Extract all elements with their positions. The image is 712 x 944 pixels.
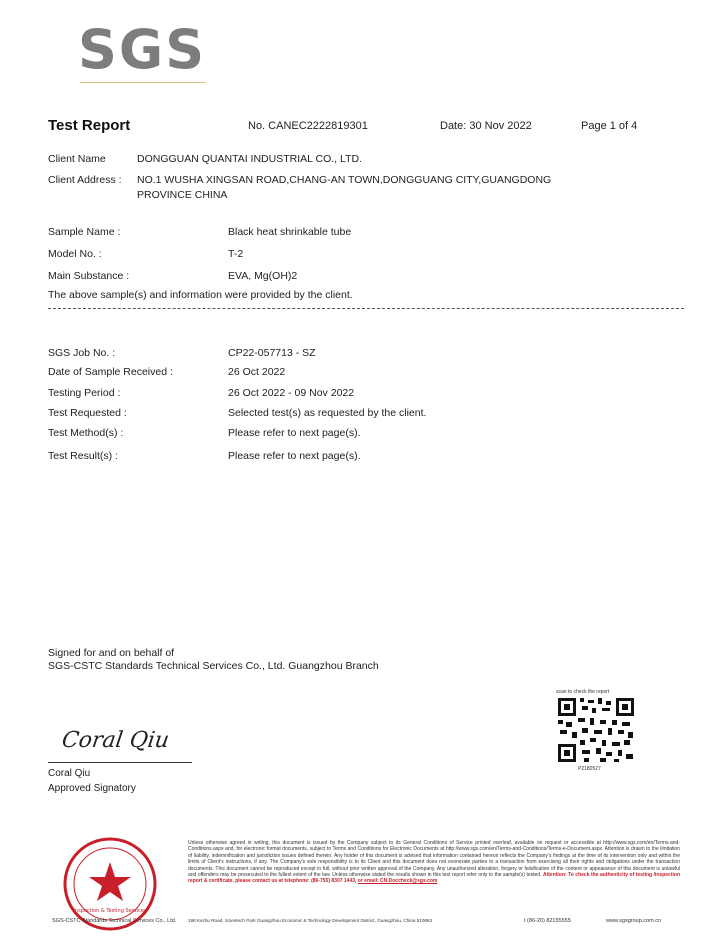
footer-phone: t (86-20) 82155555 [524,918,571,924]
sample-note: The above sample(s) and information were provided by the client. [48,289,353,301]
job-no-value: CP22-057713 - SZ [228,347,316,359]
testing-period-label: Testing Period : [48,387,121,399]
doccheck-email-link[interactable]: or email: CN.Doccheck@sgs.com [357,878,438,885]
test-method-label: Test Method(s) : [48,427,124,439]
terms-fineprint [188,840,680,885]
footer-address: 198 Kezhu Road, Scientech Park Guangzhou Economic & Technology Development District, Guangzhou, China 510663 [188,918,433,923]
test-requested-label: Test Requested : [48,407,127,419]
test-method-value: Please refer to next page(s). [228,427,361,439]
sample-name-value: Black heat shrinkable tube [228,226,352,238]
logo-rule [80,82,206,83]
client-address-label: Client Address : [48,174,122,186]
signer-name: Coral Qiu [48,768,91,779]
client-name-label: Client Name [48,153,106,165]
signature-line [48,762,192,763]
svg-text:Inspection & Testing Services: Inspection & Testing Services [73,908,147,914]
main-substance-label: Main Substance : [48,270,130,282]
qr-caption: scan to check the report [556,689,610,695]
testing-period-value: 26 Oct 2022 - 09 Nov 2022 [228,387,355,399]
main-substance-value: EVA, Mg(OH)2 [228,270,298,282]
client-address-line2: PROVINCE CHINA [137,189,228,201]
sample-name-label: Sample Name : [48,226,121,238]
client-name-value: DONGGUAN QUANTAI INDUSTRIAL CO., LTD. [137,153,362,165]
page-number: Page 1 of 4 [581,120,638,132]
terms-body: Unless otherwise agreed in writing, this document is issued by the Company subject to its General Conditions of Service printed overleaf, available on request or accessible at http://www.sgs.com/en/Terms-and-Conditions.aspx and, for electronic format documents, subject to Terms and Conditions for Electronic Documents at http://www.sgs.com/en/Terms-and-Conditions/Terms-e-Document.aspx. Attention is drawn to the limitation of liability, indemnification and jurisdiction issues defined therein. Any holder of this document is advised that information contained hereon reflects the Company's findings at the time of its intervention only and within the limits of Client's instructions, if any. The Company's sole responsibility is to its Client and this document does not exonerate parties to a transaction from exercising all their rights and obligations under the transaction documents. This document cannot be reproduced except in full, without prior written approval of the Company. Any unauthorized alteration, forgery or falsification of the content or appearance of this document is unlawful and offenders may be prosecuted to the fullest extent of the law. Unless otherwise stated the results shown in this test report refer only to the sample(s) tested. [188,840,680,879]
report-date: Date: 30 Nov 2022 [440,120,532,132]
footer-company: SGS-CSTC Standards Technical Services Co., Ltd. [52,918,177,924]
client-address-line1: NO.1 WUSHA XINGSAN ROAD,CHANG-AN TOWN,DONGGUANG CITY,GUANGDONG [137,174,552,186]
qr-code-icon[interactable] [556,696,636,764]
handwritten-signature: Coral Qiu [60,728,171,753]
footer-web-link[interactable]: www.sgsgroup.com.cn [606,918,662,924]
model-no-label: Model No. : [48,248,102,260]
date-received-label: Date of Sample Received : [48,366,173,378]
report-number: No. CANEC2222819301 [248,120,368,132]
report-title: Test Report [48,117,131,134]
test-results-value: Please refer to next page(s). [228,450,361,462]
date-received-value: 26 Oct 2022 [228,366,286,378]
attention-notice: Attention: To check the authenticity of testing /inspection report & certificate, please contact us at telephone: (86-755) 8307 1443, [188,872,680,885]
job-no-label: SGS Job No. : [48,347,116,359]
qr-id: P2180527 [578,766,601,772]
test-results-label: Test Result(s) : [48,450,119,462]
sgs-logo: SGS [78,18,207,81]
test-requested-value: Selected test(s) as requested by the client. [228,407,427,419]
signer-title: Approved Signatory [48,783,136,794]
model-no-value: T-2 [228,248,244,260]
signed-for-line1: Signed for and on behalf of [48,647,175,659]
signed-for-line2: SGS-CSTC Standards Technical Services Co., Ltd. Guangzhou Branch [48,660,379,672]
section-divider [48,308,684,309]
